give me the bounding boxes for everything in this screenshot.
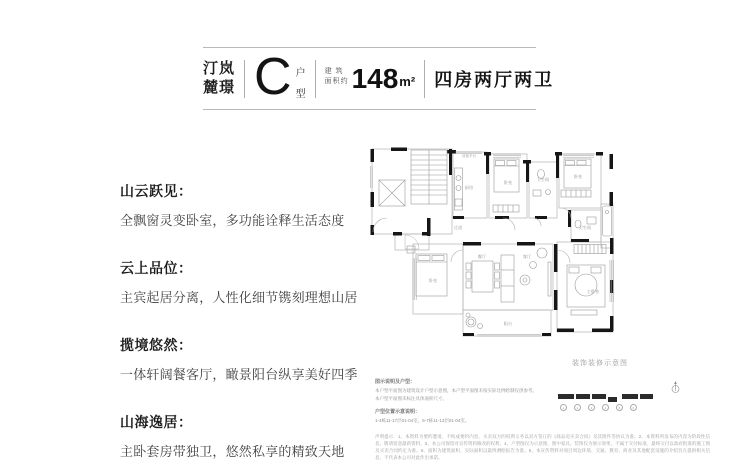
building-bar	[592, 394, 606, 399]
selling-point-title: 云上品位：	[120, 260, 193, 276]
room-label: 卫生间	[536, 177, 550, 182]
disclaimer-line: 1-4栋11-17层01-04室，5-7栋11-13层01-04室。	[375, 418, 470, 424]
unit-letter: C	[254, 48, 292, 107]
room-label: 卫生间	[578, 225, 592, 230]
building-number: 2	[574, 404, 581, 411]
disclaimer-line: 本户型平面图未标注具体面积尺寸。	[375, 396, 447, 402]
selling-point-1	[120, 181, 350, 229]
selling-point-desc: 主宾起居分离，人性化细节镌刻理想山居	[120, 290, 358, 305]
disclaimer-section1-title: 图示说明及户型：	[375, 379, 416, 385]
building-bar	[608, 397, 617, 402]
room-label: 客厅	[522, 254, 532, 259]
room-label: 餐厅	[477, 254, 487, 259]
site-location-map	[558, 382, 688, 420]
divider	[315, 60, 316, 98]
selling-point-2	[120, 258, 358, 306]
building-bars	[558, 394, 655, 402]
area-prefix-line1: 建 筑	[324, 68, 344, 76]
selling-point-desc: 主卧套房带独卫，悠然私享的精致天地	[120, 444, 345, 459]
selling-point-3	[120, 335, 358, 383]
project-name	[203, 60, 235, 98]
project-name-line2: 麓璟	[203, 78, 236, 96]
room-label: 主卧室	[586, 289, 600, 294]
room-label: 卧室	[573, 174, 583, 179]
layout-description: 四房两厅两卫	[434, 69, 555, 90]
room-label: 设备平台	[462, 154, 476, 158]
room-label: 卧室	[428, 278, 438, 283]
area-prefix-line2: 面积约	[324, 78, 349, 86]
room-label: 卧室	[503, 180, 513, 185]
selling-point-4	[120, 412, 350, 460]
divider	[424, 60, 425, 98]
header-band	[203, 47, 555, 110]
building-bar	[640, 394, 653, 399]
selling-points	[120, 181, 358, 473]
selling-point-title: 揽境悠然：	[120, 337, 193, 353]
compass-icon	[671, 381, 680, 399]
selling-point-desc: 全飘窗灵变卧室，多功能诠释生活态度	[120, 213, 345, 228]
room-label: 过道	[453, 225, 463, 230]
building-number: 6	[630, 404, 637, 411]
selling-point-title: 山海逸居：	[120, 414, 193, 430]
building-bar	[576, 394, 590, 399]
area-value: 148	[351, 62, 399, 94]
building-number: 4	[602, 404, 609, 411]
building-number: 5	[616, 404, 623, 411]
unit-type-char1: 户	[295, 67, 306, 79]
disclaimer-block	[375, 378, 560, 425]
room-label: 厨房	[464, 185, 474, 190]
selling-point-title: 山云跃见：	[120, 183, 193, 199]
unit-type-char2: 型	[295, 88, 306, 100]
divider	[244, 60, 245, 98]
building-number: 1	[560, 404, 567, 411]
disclaimer-line: 本户型平面图为建筑设计户型示意图，本户型平面图未按实际比例绘制仅供参考。	[375, 388, 537, 393]
floor-plan	[365, 132, 675, 377]
disclaimer-section2-title: 户型位置示意说明：	[375, 409, 421, 416]
building-bar	[622, 394, 638, 399]
project-name-line1: 汀岚	[203, 59, 236, 77]
fine-print: 声明提示：1、本资料为要约邀请，不构成要约内容，买卖双方的权利义务以双方签订的《商品房买卖合同》及其附件等协议为准。2、本资料所发布的内容为阶段性信息，敬请留意最新资料。3、本公司保留对宣传资料修改的权利。4、户型图仅为示意图，图中家具、装饰仅为展示效果，不属于交付标准，最终交付以政府批准的施工图及买卖合同约定为准。5、面积为建筑面积，实际面积以最终测绘报告为准。6、本宣传资料对项目周边环境、交通、教育、商业及其他配套设施的介绍旨在提供相关信息，不代表本公司对此作出承诺。	[375, 434, 710, 460]
unit-type-label	[296, 64, 306, 100]
selling-point-desc: 一体轩阔餐客厅，瞰景阳台纵享美好四季	[120, 367, 358, 382]
building-number: 3	[588, 404, 595, 411]
floor-plan-drawing	[365, 132, 675, 377]
room-label: 阳台	[503, 321, 513, 326]
area-group	[324, 62, 416, 94]
area-unit: m²	[399, 74, 416, 90]
area-prefix	[325, 67, 349, 87]
plan-caption: 装饰装修示意图	[572, 360, 628, 367]
building-bar	[558, 394, 574, 399]
building-numbers	[560, 404, 637, 411]
